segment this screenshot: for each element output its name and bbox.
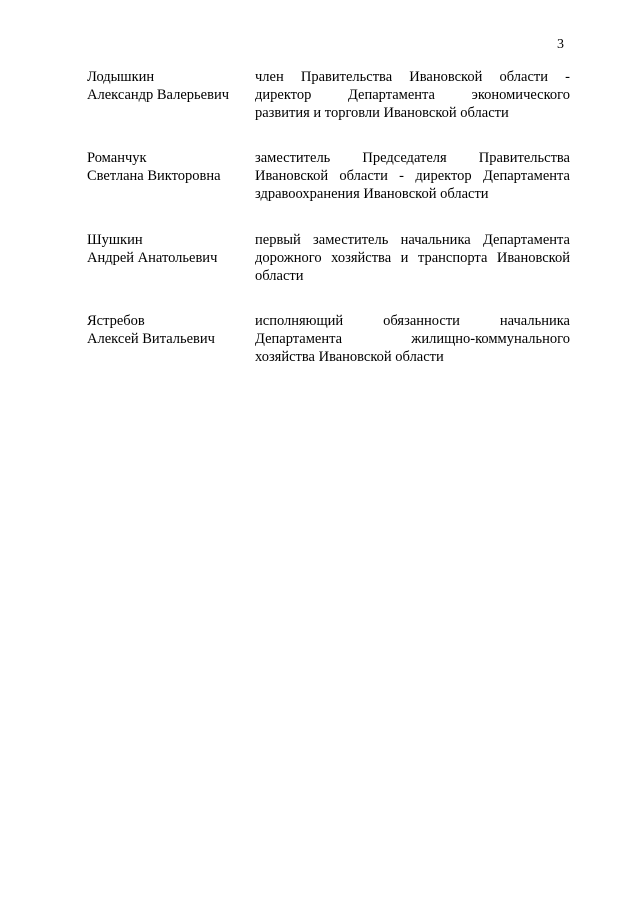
member-position: [255, 149, 570, 203]
position-line: Департамента жилищно-коммунального: [255, 331, 570, 347]
page-number: 3: [557, 37, 564, 52]
position-line: хозяйства Ивановской области: [255, 349, 444, 365]
member-surname: Ястребов: [87, 313, 145, 329]
member-given-names: Светлана Викторовна: [87, 168, 221, 184]
member-surname: Шушкин: [87, 232, 143, 248]
member-name: [87, 149, 255, 203]
position-line: дорожного хозяйства и транспорта Ивановской: [255, 250, 570, 266]
member-given-names: Александр Валерьевич: [87, 87, 229, 103]
member-given-names: Алексей Витальевич: [87, 331, 215, 347]
member-entry: [87, 68, 570, 122]
position-line: исполняющий обязанности начальника: [255, 313, 570, 329]
position-line: член Правительства Ивановской области -: [255, 69, 570, 85]
member-entry: [87, 149, 570, 203]
member-entry: [87, 231, 570, 285]
position-line: Ивановской области - директор Департамента: [255, 168, 570, 184]
position-line: первый заместитель начальника Департамента: [255, 232, 570, 248]
member-list: [87, 68, 570, 393]
member-name: [87, 231, 255, 285]
member-name: [87, 68, 255, 122]
position-line: развития и торговли Ивановской области: [255, 105, 509, 121]
member-given-names: Андрей Анатольевич: [87, 250, 218, 266]
position-line: директор Департамента экономического: [255, 87, 570, 103]
member-position: [255, 68, 570, 122]
position-line: области: [255, 268, 304, 284]
position-line: здравоохранения Ивановской области: [255, 186, 489, 202]
member-surname: Романчук: [87, 150, 147, 166]
position-line: заместитель Председателя Правительства: [255, 150, 570, 166]
member-surname: Лодышкин: [87, 69, 155, 85]
member-position: [255, 231, 570, 285]
member-entry: [87, 312, 570, 366]
member-position: [255, 312, 570, 366]
member-name: [87, 312, 255, 366]
